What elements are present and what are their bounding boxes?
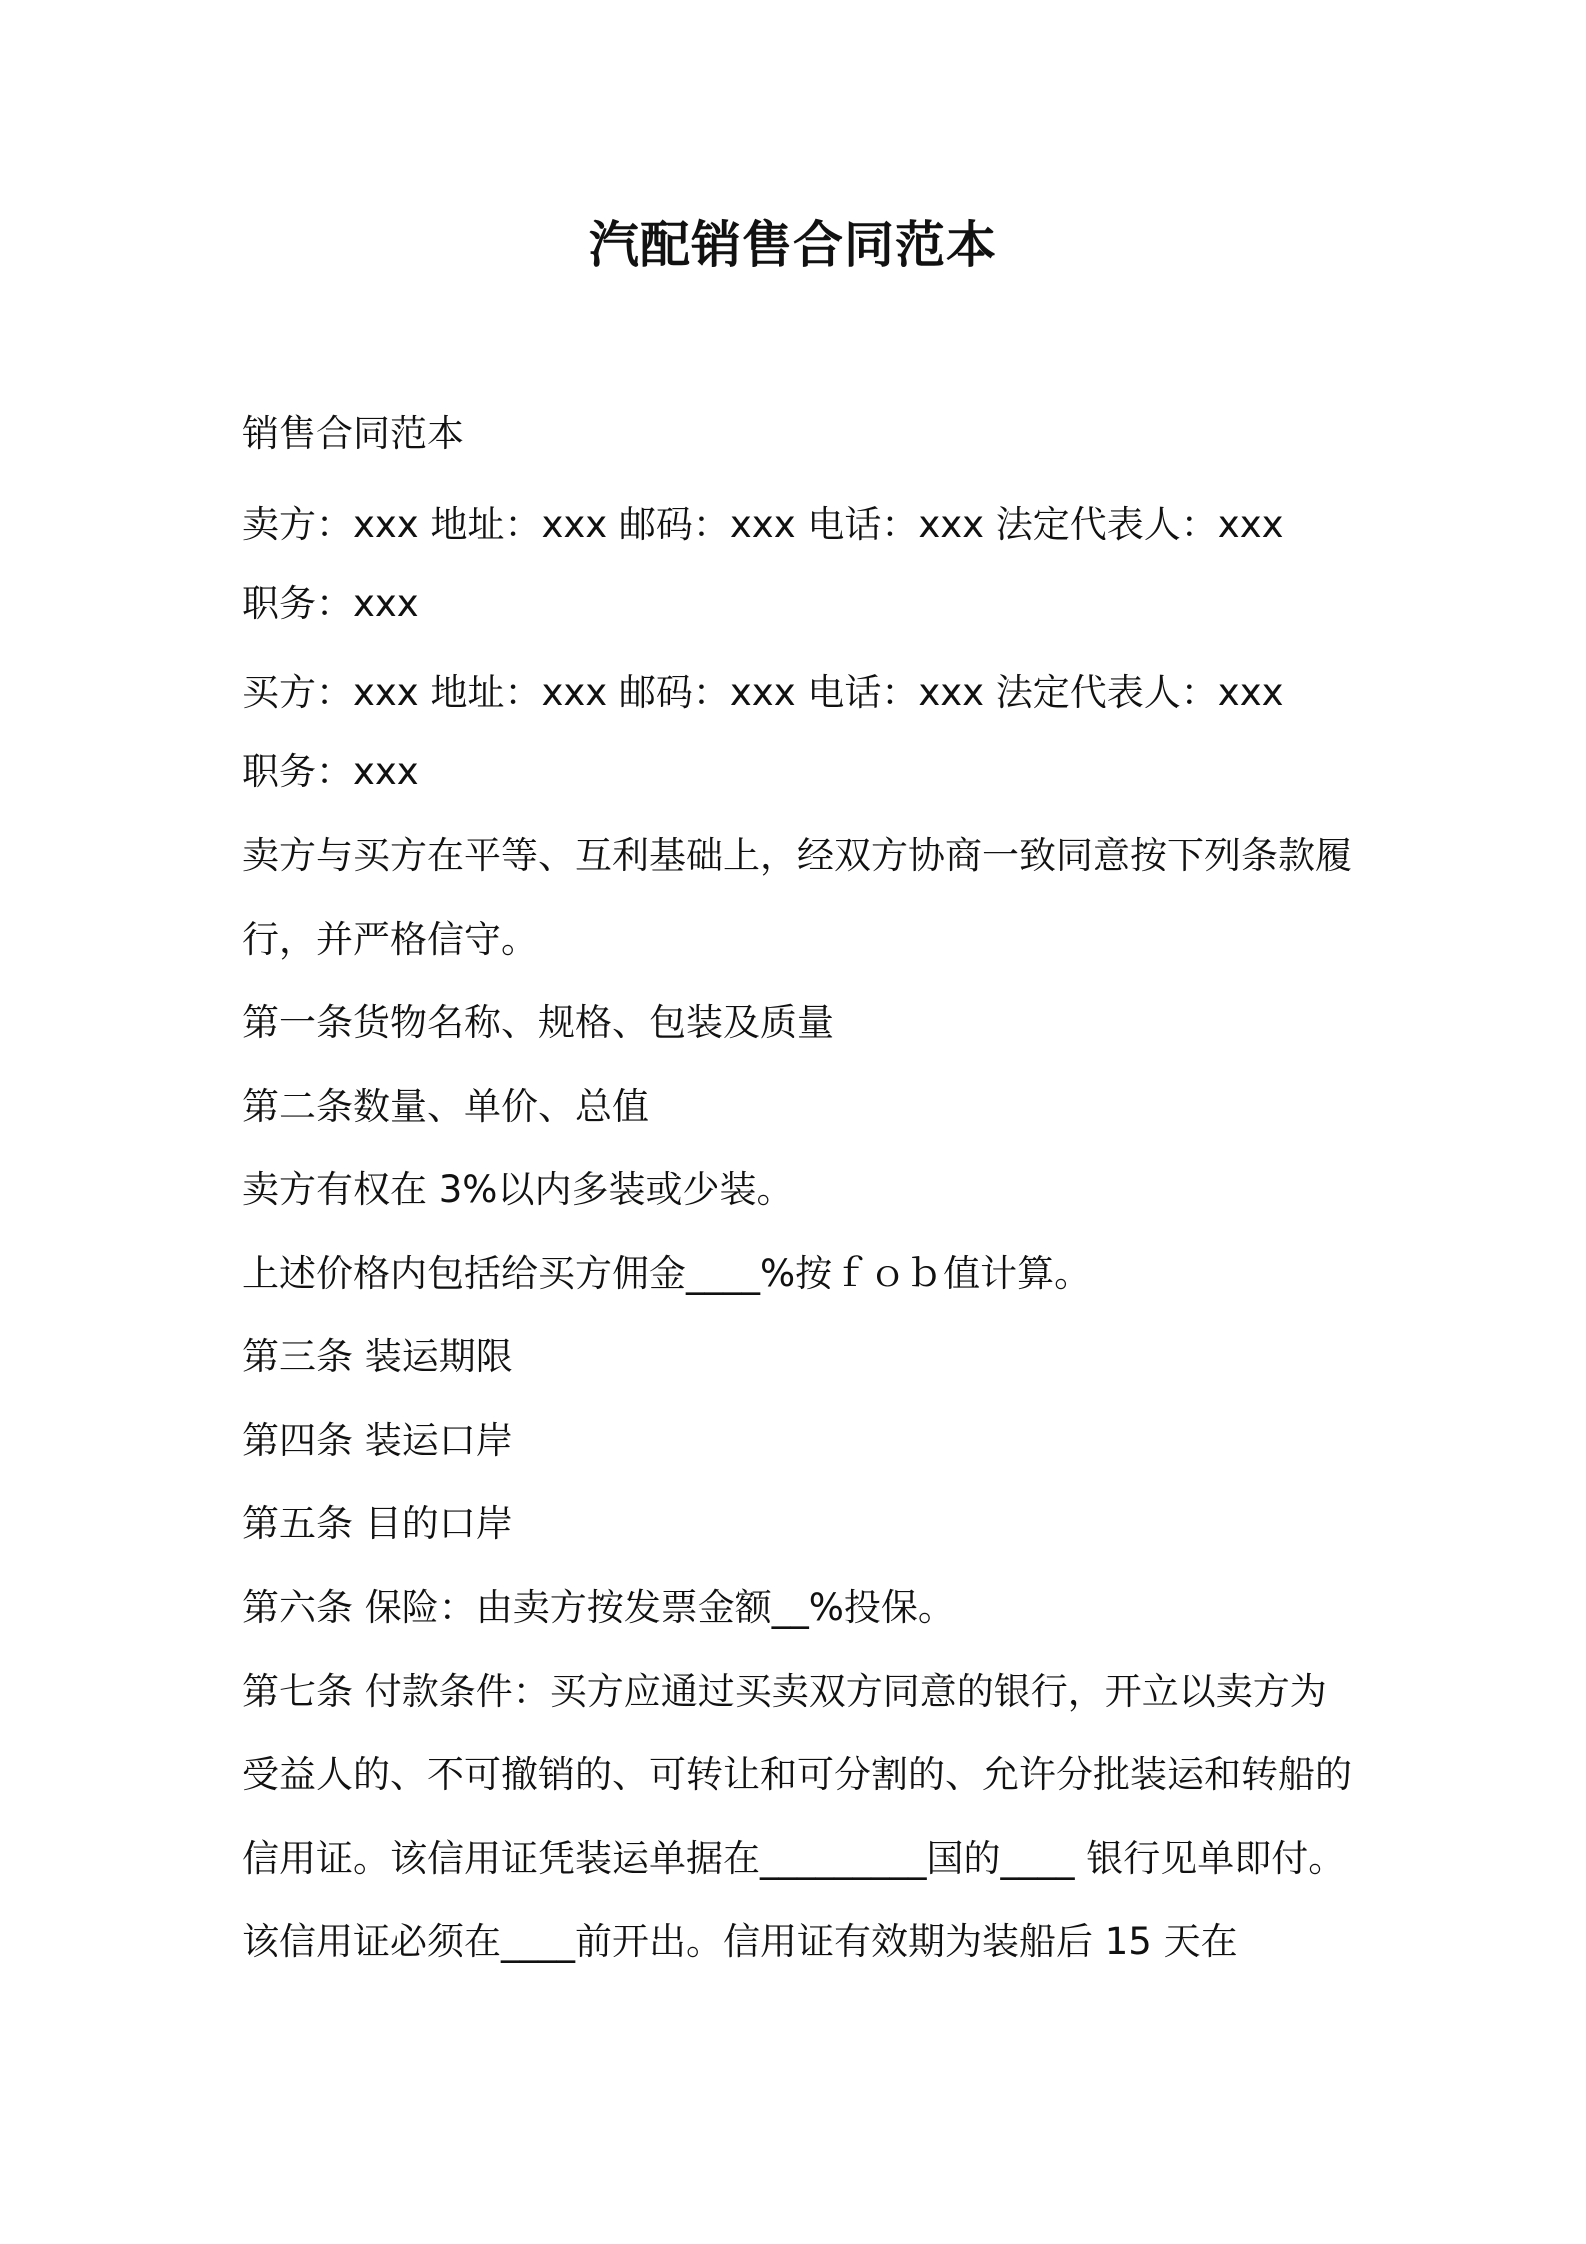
paragraph-article-7-line-3: 信用证。该信用证凭装运单据在_________国的____ 银行见单即付。	[242, 1837, 1346, 1880]
paragraph-buyer-title: 职务：xxx	[242, 750, 419, 793]
paragraph-intro-line-1: 卖方与买方在平等、互利基础上，经双方协商一致同意按下列条款履	[242, 834, 1352, 877]
paragraph-article-5: 第五条 目的口岸	[242, 1502, 513, 1545]
document-title: 汽配销售合同范本	[589, 216, 997, 274]
paragraph-heading: 销售合同范本	[242, 412, 464, 455]
paragraph-article-3: 第三条 装运期限	[242, 1335, 513, 1378]
paragraph-seller-info: 卖方：xxx 地址：xxx 邮码：xxx 电话：xxx 法定代表人：xxx	[242, 503, 1284, 546]
paragraph-intro-line-2: 行，并严格信守。	[242, 918, 538, 961]
paragraph-article-2: 第二条数量、单价、总值	[242, 1085, 649, 1128]
paragraph-article-6: 第六条 保险：由卖方按发票金额__%投保。	[242, 1586, 955, 1629]
paragraph-article-7-line-2: 受益人的、不可撤销的、可转让和可分割的、允许分批装运和转船的	[242, 1753, 1352, 1796]
paragraph-seller-title: 职务：xxx	[242, 582, 419, 625]
paragraph-commission: 上述价格内包括给买方佣金____%按ｆｏｂ值计算。	[242, 1252, 1092, 1295]
paragraph-article-4: 第四条 装运口岸	[242, 1419, 513, 1462]
paragraph-article-7-line-1: 第七条 付款条件：买方应通过买卖双方同意的银行，开立以卖方为	[242, 1670, 1327, 1713]
paragraph-article-1: 第一条货物名称、规格、包装及质量	[242, 1001, 834, 1044]
paragraph-tolerance: 卖方有权在 3%以内多装或少装。	[242, 1168, 794, 1211]
paragraph-buyer-info: 买方：xxx 地址：xxx 邮码：xxx 电话：xxx 法定代表人：xxx	[242, 671, 1284, 714]
paragraph-article-7-line-4: 该信用证必须在____前开出。信用证有效期为装船后 15 天在	[242, 1920, 1238, 1963]
